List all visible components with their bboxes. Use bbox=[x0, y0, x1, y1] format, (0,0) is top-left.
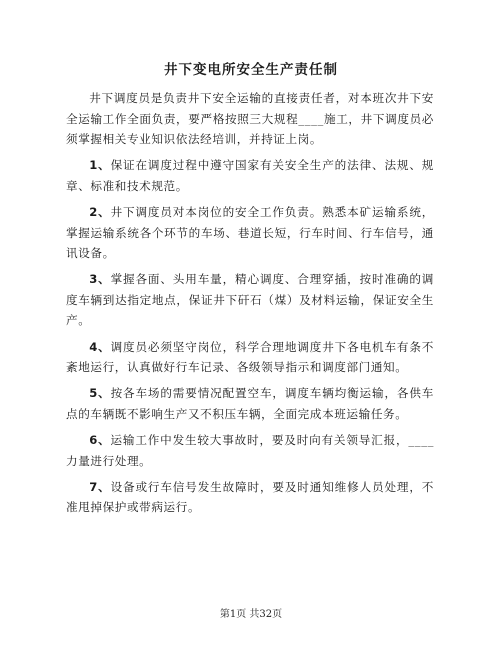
paragraph-number: 4、 bbox=[89, 339, 111, 354]
paragraph-text: 调度员必须坚守岗位，科学合理地调度井下各电机车有条不紊地运行，认真做好行车记录、各级领导指示和调度部门通知。 bbox=[66, 339, 434, 375]
paragraph-item-3 bbox=[66, 269, 434, 331]
paragraph-item-6 bbox=[66, 430, 434, 471]
paragraph-number: 2、 bbox=[89, 204, 111, 219]
paragraph-number: 7、 bbox=[89, 479, 111, 494]
paragraph-text: 设备或行车信号发生故障时，要及时通知维修人员处理，不准甩掉保护或带病运行。 bbox=[66, 479, 434, 515]
paragraph-item-5 bbox=[66, 383, 434, 424]
paragraph-text: 保证在调度过程中遵守国家有关安全生产的法律、法规、规章、标准和技术规范。 bbox=[66, 158, 434, 193]
paragraph-item-4 bbox=[66, 337, 434, 378]
page-number: 第1页 共32页 bbox=[219, 609, 283, 620]
paragraph-intro bbox=[66, 88, 434, 150]
document-title: 井下变电所安全生产责任制 bbox=[164, 62, 338, 78]
paragraph-text: 井下调度员对本岗位的安全工作负责。熟悉本矿运输系统，掌握运输系统各个环节的车场、巷道长短，行车时间、行车信号，通讯设备。 bbox=[66, 204, 434, 261]
paragraph-item-2 bbox=[66, 202, 434, 264]
paragraph-item-1 bbox=[66, 155, 434, 196]
paragraph-text: 运输工作中发生较大事故时，要及时向有关领导汇报，____力量进行处理。 bbox=[66, 432, 434, 468]
paragraph-number: 3、 bbox=[89, 272, 111, 287]
paragraph-number: 5、 bbox=[89, 386, 111, 401]
paragraph-text: 掌握各面、头用车量，精心调度、合理穿插，按时准确的调度车辆到达指定地点，保证井下矸石（煤）及材料运输，保证安全生产。 bbox=[66, 272, 434, 328]
paragraph-number: 6、 bbox=[89, 432, 111, 447]
paragraph-number: 1、 bbox=[89, 158, 111, 173]
paragraph-text: 井下调度员是负责井下安全运输的直接责任者，对本班次井下安全运输工作全面负责，要严格按照三大规程____施工，井下调度员必须掌握相关专业知识依法经培训，并持证上岗。 bbox=[66, 91, 434, 147]
document-body bbox=[66, 88, 434, 523]
paragraph-item-7 bbox=[66, 477, 434, 518]
paragraph-text: 按各车场的需要情况配置空车，调度车辆均衡运输，各供车点的车辆既不影响生产又不积压车辆，全面完成本班运输任务。 bbox=[66, 386, 434, 421]
